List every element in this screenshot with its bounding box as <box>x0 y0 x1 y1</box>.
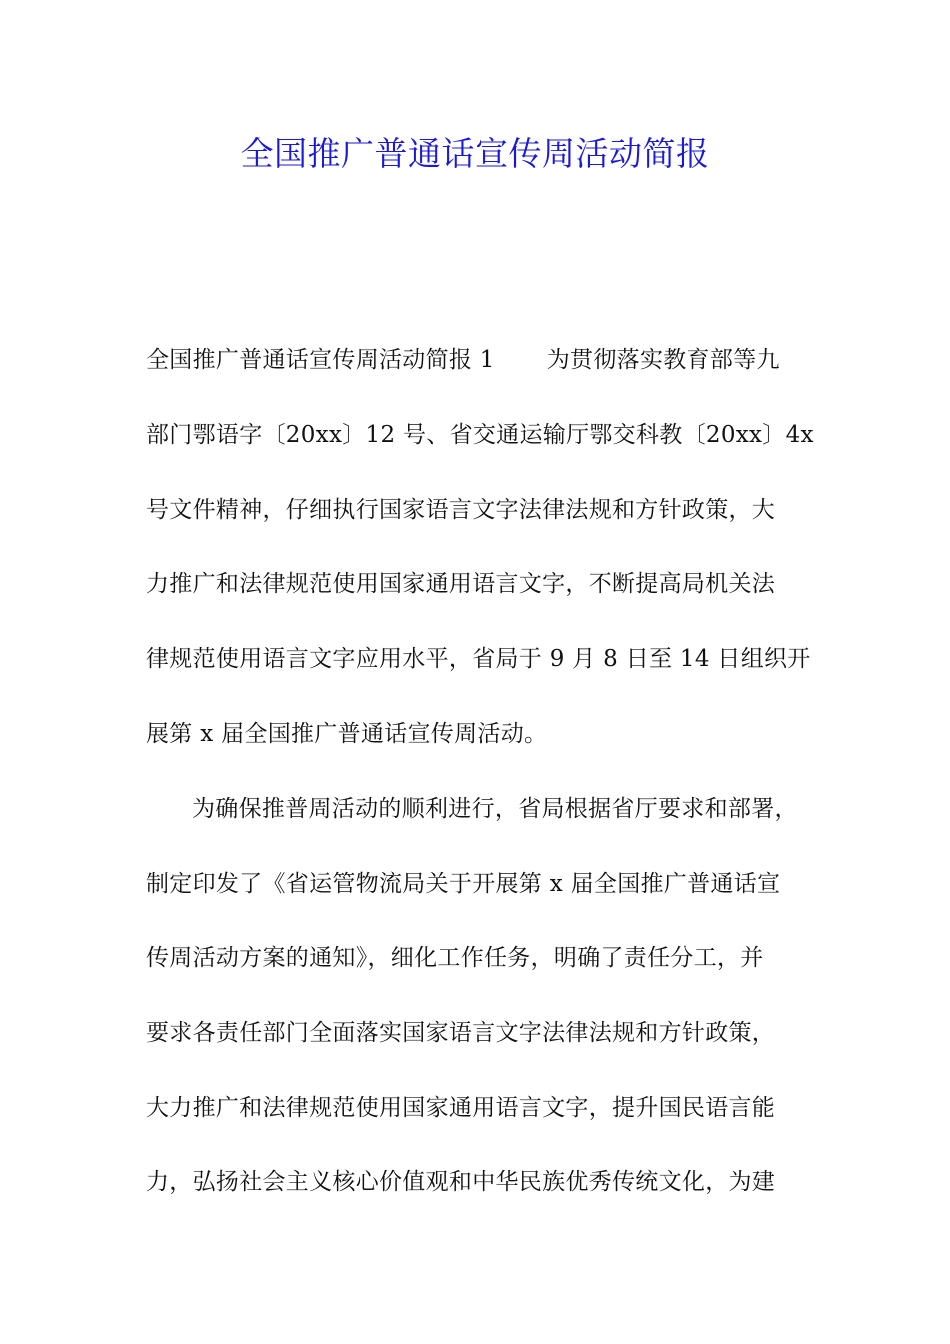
body-line <box>146 342 780 378</box>
body-line: 展第 x 届全国推广普通话宣传周活动。 <box>146 721 548 747</box>
document-title: 全国推广普通话宣传周活动简报 <box>240 134 710 173</box>
body-line: 大力推广和法律规范使用国家通用语言文字，提升国民语言能 <box>146 1095 776 1121</box>
section-heading-inline: 全国推广普通话宣传周活动简报 1 <box>146 347 495 373</box>
body-line: 制定印发了《省运管物流局关于开展第 x 届全国推广普通话宣 <box>146 871 781 897</box>
body-line: 要求各责任部门全面落实国家语言文字法律法规和方针政策， <box>146 1020 776 1046</box>
body-line: 力，弘扬社会主义核心价值观和中华民族优秀传统文化，为建 <box>146 1169 776 1195</box>
body-text: 为贯彻落实教育部等九 <box>546 347 780 373</box>
body-line: 律规范使用语言文字应用水平，省局于 9 月 8 日至 14 日组织开 <box>146 646 811 672</box>
body-line: 部门鄂语字〔20xx〕12 号、省交通运输厅鄂交科教〔20xx〕4x <box>146 422 814 448</box>
body-line: 力推广和法律规范使用国家通用语言文字，不断提高局机关法 <box>146 571 776 597</box>
body-line: 传周活动方案的通知》，细化工作任务，明确了责任分工，并 <box>146 945 764 971</box>
body-line: 号文件精神，仔细执行国家语言文字法律法规和方针政策，大 <box>146 497 776 523</box>
paragraph-first-line: 为确保推普周活动的顺利进行，省局根据省厅要求和部署， <box>192 796 798 822</box>
